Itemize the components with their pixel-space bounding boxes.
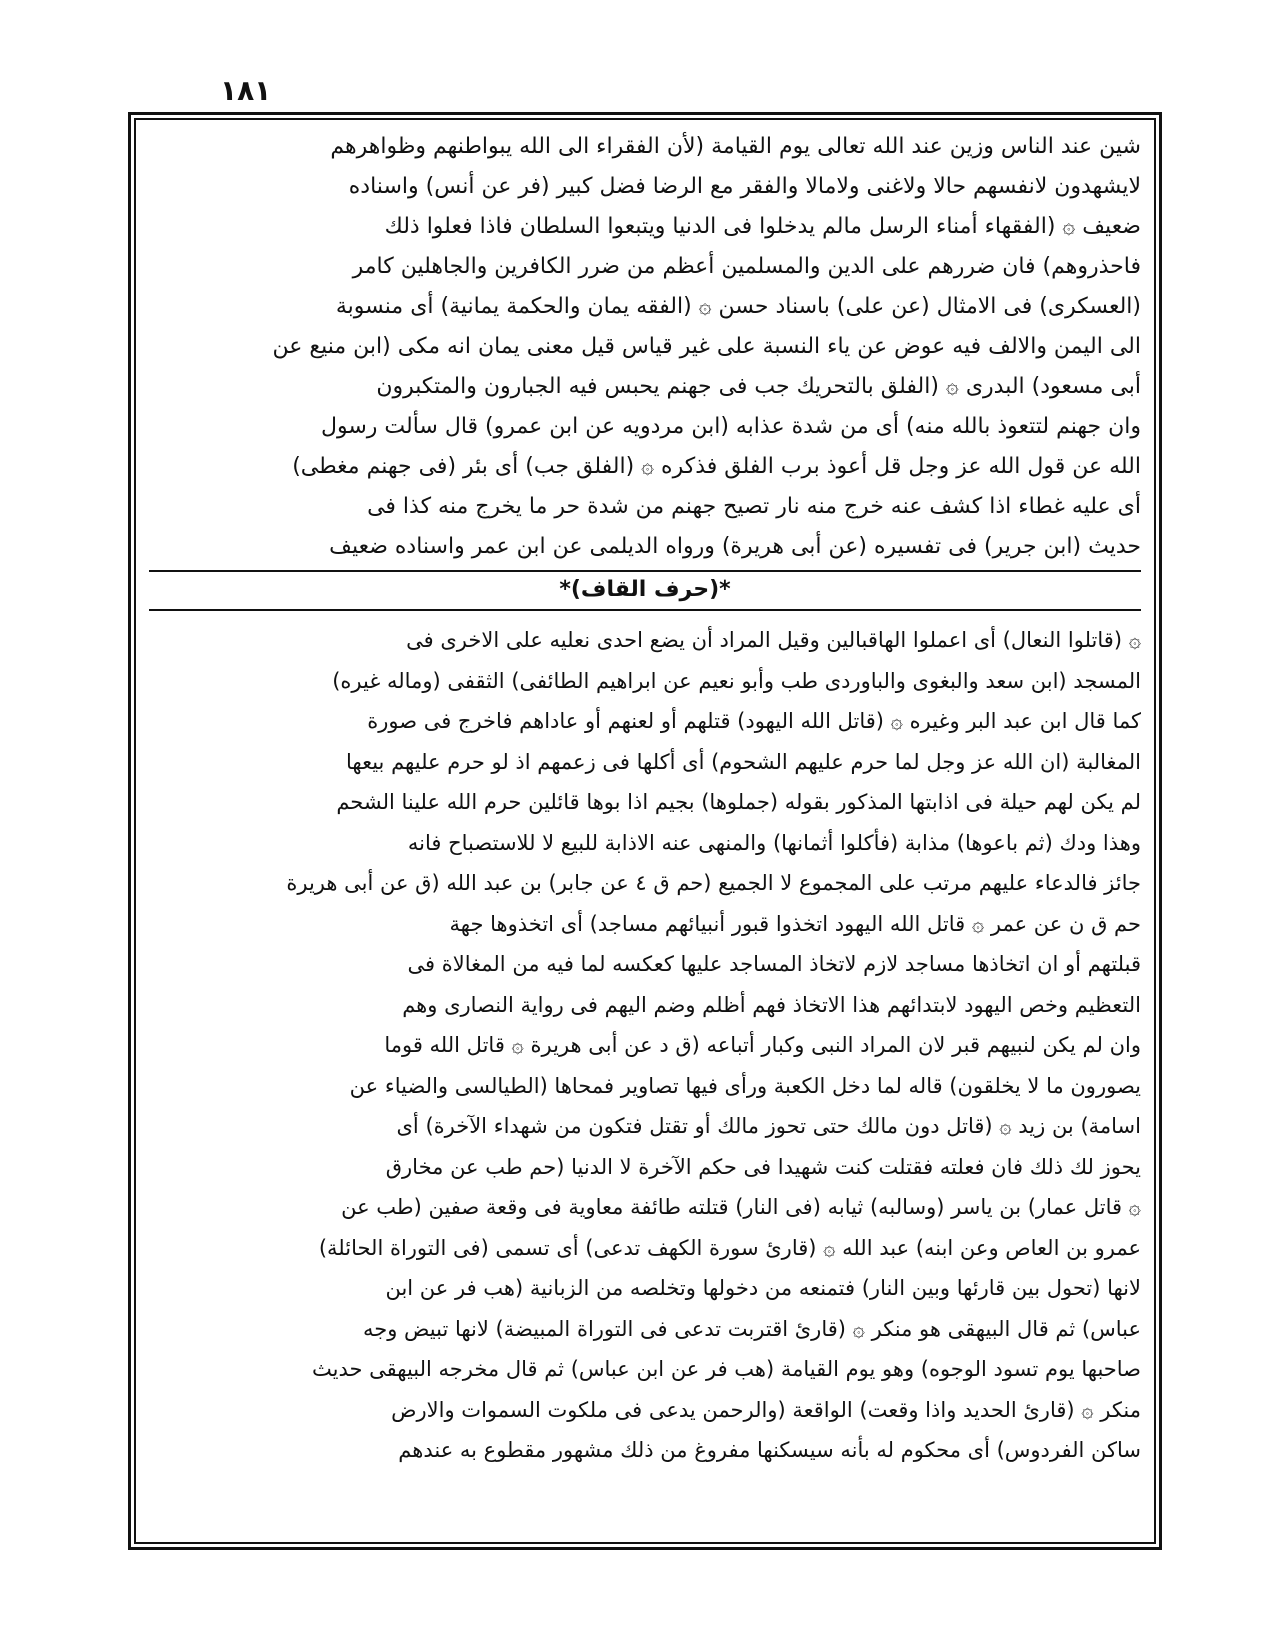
text-line: التعظيم وخص اليهود لابتدائهم هذا الاتخاذ فهم أظلم وضم اليهم فى رواية النصارى وهم (402, 992, 1141, 1017)
text-line: عباس) ثم قال البيهقى هو منكر ۞ (قارئ اقتربت تدعى فى التوراة المبيضة) لانها تبيض وجه (363, 1316, 1141, 1341)
text-line: لانها (تحول بين قارئها وبين النار) فتمنعه من دخولها وتخلصه من الزبانية (هب فر عن ابن (385, 1276, 1141, 1300)
bottom-text-block (149, 620, 1141, 1530)
text-line: ۞ قاتل عمار) بن ياسر (وسالبه) ثيابه (فى النار) قتلته طائفة معاوية فى وقعة صفين (طب عن (341, 1195, 1141, 1219)
text-frame (128, 112, 1162, 1550)
top-text-block (149, 127, 1141, 567)
text-line: الله عن قول الله عز وجل قل أعوذ برب الفلق فذكره ۞ (الفلق جب) أى بئر (فى جهنم مغطى) (292, 454, 1141, 479)
text-line: أى عليه غطاء اذا كشف عنه خرج منه نار تصيح جهنم من شدة حر ما يخرج منه كذا فى (367, 494, 1141, 519)
text-line: ضعيف ۞ (الفقهاء أمناء الرسل مالم يدخلوا فى الدنيا ويتبعوا السلطان فاذا فعلوا ذلك (384, 214, 1141, 239)
text-line: كما قال ابن عبد البر وغيره ۞ (قاتل الله اليهود) قتلهم أو لعنهم أو عاداهم فاخرج فى صورة (367, 709, 1141, 733)
text-line: حديث (ابن جرير) فى تفسيره (عن أبى هريرة) ورواه الديلمى عن ابن عمر واسناده ضعيف (329, 534, 1141, 559)
text-line: وان جهنم لتتعوذ بالله منه) أى من شدة عذابه (ابن مردويه عن ابن عمرو) قال سألت رسول (321, 414, 1141, 439)
section-divider-bottom (149, 609, 1141, 611)
text-line (149, 1471, 1141, 1512)
text-line: الى اليمن والالف فيه عوض عن ياء النسبة على غير قياس قيل معنى يمان انه مكى (ابن منيع عن (272, 334, 1141, 359)
section-divider-top (149, 570, 1141, 572)
text-line: منكر ۞ (قارئ الحديد واذا وقعت) الواقعة (والرحمن يدعى فى ملكوت السموات والارض (391, 1397, 1141, 1422)
text-line: أبى مسعود) البدرى ۞ (الفلق بالتحريك جب فى جهنم يحبس فيه الجبارون والمتكبرون (376, 374, 1141, 399)
text-line: ساكن الفردوس) أى محكوم له بأنه سيسكنها مفروغ من ذلك مشهور مقطوع به عندهم (398, 1438, 1141, 1462)
text-line: المغالبة (ان الله عز وجل لما حرم عليهم الشحوم) أى أكلها فى زعمهم اذ لو حرم عليهم بيعها (346, 749, 1141, 774)
text-line: قبلتهم أو ان اتخاذها مساجد لازم لاتخاذ المساجد عليها كعكسه لما فيه من المغالاة فى (407, 952, 1141, 976)
text-line: وان لم يكن لنبيهم قبر لان المراد النبى وكبار أتباعه (ق د عن أبى هريرة ۞ قاتل الله قوما (384, 1033, 1141, 1057)
text-line: المسجد (ابن سعد والبغوى والباوردى طب وأبو نعيم عن ابراهيم الطائفى) الثقفى (وماله غيره) (332, 668, 1141, 693)
chapter-heading: *(حرف القاف)* (559, 577, 731, 602)
text-line: ۞ (قاتلوا النعال) أى اعملوا الهاقبالين وقيل المراد أن يضع احدى نعليه على الاخرى فى (406, 628, 1141, 652)
text-line: يحوز لك ذلك فان فعلته فقتلت كنت شهيدا فى حكم الآخرة لا الدنيا (حم طب عن مخارق (385, 1154, 1141, 1179)
text-line: اسامة) بن زيد ۞ (قاتل دون مالك حتى تحوز مالك أو تقتل فتكون من شهداء الآخرة) أى (396, 1114, 1141, 1138)
text-line: عمرو بن العاص وعن ابنه) عبد الله ۞ (قارئ سورة الكهف تدعى) أى تسمى (فى التوراة الحائلة) (318, 1235, 1141, 1260)
text-line: صاحبها يوم تسود الوجوه) وهو يوم القيامة (هب فر عن ابن عباس) ثم قال مخرجه البيهقى حديث (312, 1357, 1141, 1381)
text-line: شين عند الناس وزين عند الله تعالى يوم القيامة (لأن الفقراء الى الله يبواطنهم وظواهرهم (330, 134, 1141, 159)
text-line: لم يكن لهم حيلة فى اذابتها المذكور بقوله (جملوها) بجيم اذا بوها قائلين حرم الله علينا الشحم (336, 790, 1141, 814)
text-line: لايشهدون لانفسهم حالا ولاغنى ولامالا والفقر مع الرضا فضل كبير (فر عن أنس) واسناده (348, 174, 1141, 199)
text-line: حم ق ن عن عمر ۞ قاتل الله اليهود اتخذوا قبور أنبيائهم مساجد) أى اتخذوها جهة (449, 911, 1141, 936)
text-line: يصورون ما لا يخلقون) قاله لما دخل الكعبة ورأى فيها تصاوير فمحاها (الطيالسى والضياء عن (349, 1073, 1141, 1098)
page-number: ١٨١ (220, 74, 272, 107)
text-line: (العسكرى) فى الامثال (عن على) باسناد حسن ۞ (الفقه يمان والحكمة يمانية) أى منسوبة (335, 294, 1141, 319)
text-line: جائز فالدعاء عليهم مرتب على المجموع لا الجميع (حم ق ٤ عن جابر) بن عبد الله (ق عن أبى هريرة (286, 871, 1141, 895)
text-line: فاحذروهم) فان ضررهم على الدين والمسلمين أعظم من ضرر الكافرين والجاهلين كامر (352, 254, 1141, 279)
text-line: وهذا ودك (ثم باعوها) مذابة (فأكلوا أثمانها) والمنهى عنه الاذابة للبيع لا للاستصباح فانه (407, 830, 1141, 855)
